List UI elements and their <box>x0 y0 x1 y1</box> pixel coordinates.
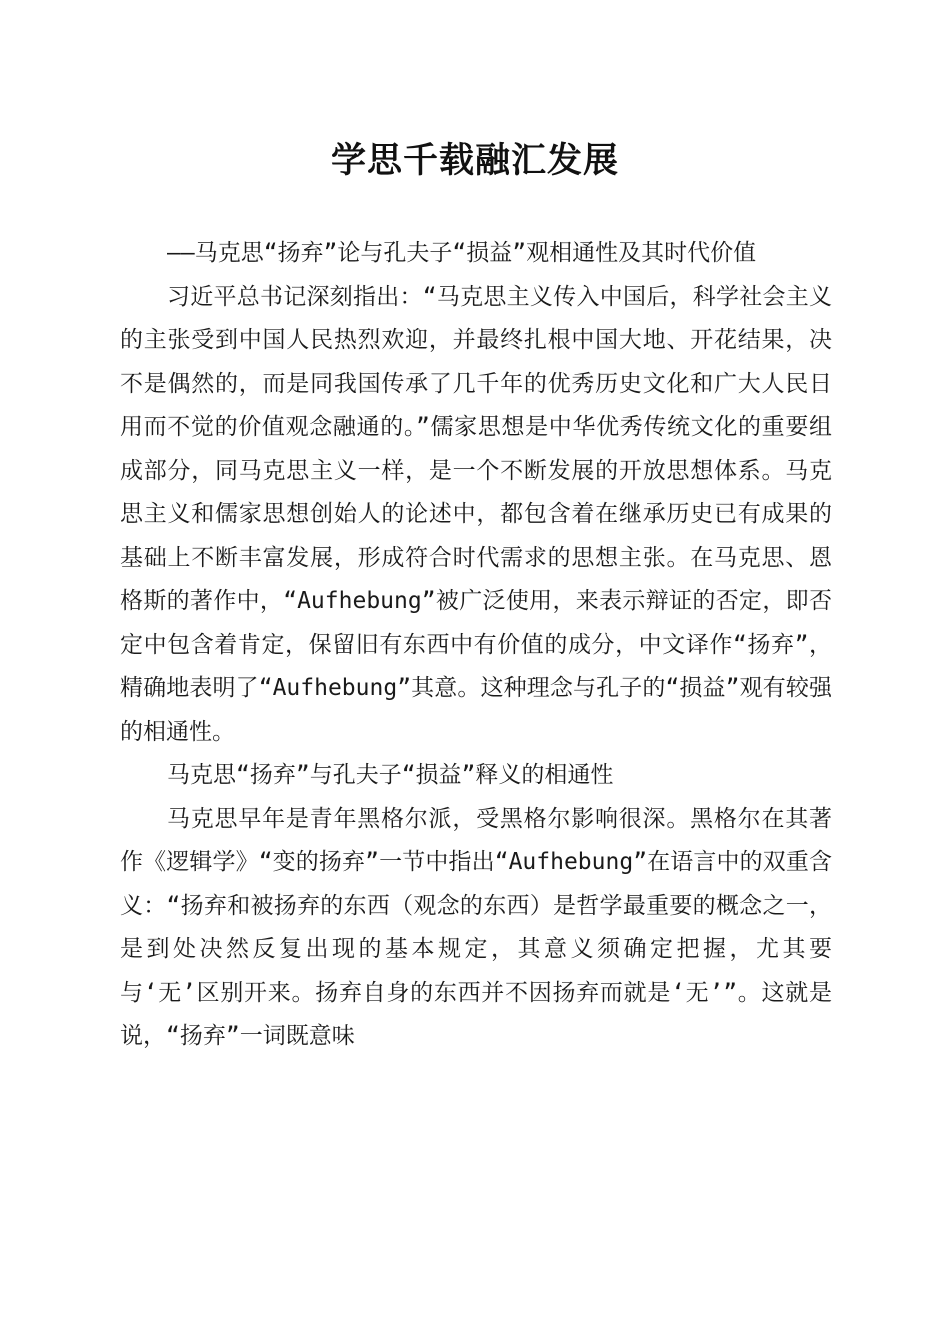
body-paragraph: 马克思早年是青年黑格尔派，受黑格尔影响很深。黑格尔在其著作《逻辑学》“变的扬弃”一节中指出“Aufhebung”在语言中的双重含义：“扬弃和被扬弃的东西（观念的东西）是哲学最重要的概念之一，是到处决然反复出现的基本规定，其意义须确定把握，尤其要与‘无’区别开来。扬弃自身的东西并不因扬弃而就是‘无’”。这就是说，“扬弃”一词既意味 <box>120 805 832 1049</box>
section-heading: 马克思“扬弃”与孔夫子“损益”释义的相通性 <box>167 762 614 788</box>
document-body <box>120 232 832 1059</box>
subtitle-paragraph: ——马克思“扬弃”论与孔夫子“损益”观相通性及其时代价值 <box>167 240 757 266</box>
body-paragraph: 习近平总书记深刻指出：“马克思主义传入中国后，科学社会主义的主张受到中国人民热烈欢迎，并最终扎根中国大地、开花结果，决不是偶然的，而是同我国传承了几千年的优秀历史文化和广大人民日用而不觉的价值观念融通的。”儒家思想是中华优秀传统文化的重要组成部分，同马克思主义一样，是一个不断发展的开放思想体系。马克思主义和儒家思想创始人的论述中，都包含着在继承历史已有成果的基础上不断丰富发展，形成符合时代需求的思想主张。在马克思、恩格斯的著作中，“Aufhebung”被广泛使用，来表示辩证的否定，即否定中包含着肯定，保留旧有东西中有价值的成分，中文译作“扬弃”，精确地表明了“Aufhebung”其意。这种理念与孔子的“损益”观有较强的相通性。 <box>120 283 832 745</box>
document-title: 学思千载融汇发展 <box>330 140 619 181</box>
